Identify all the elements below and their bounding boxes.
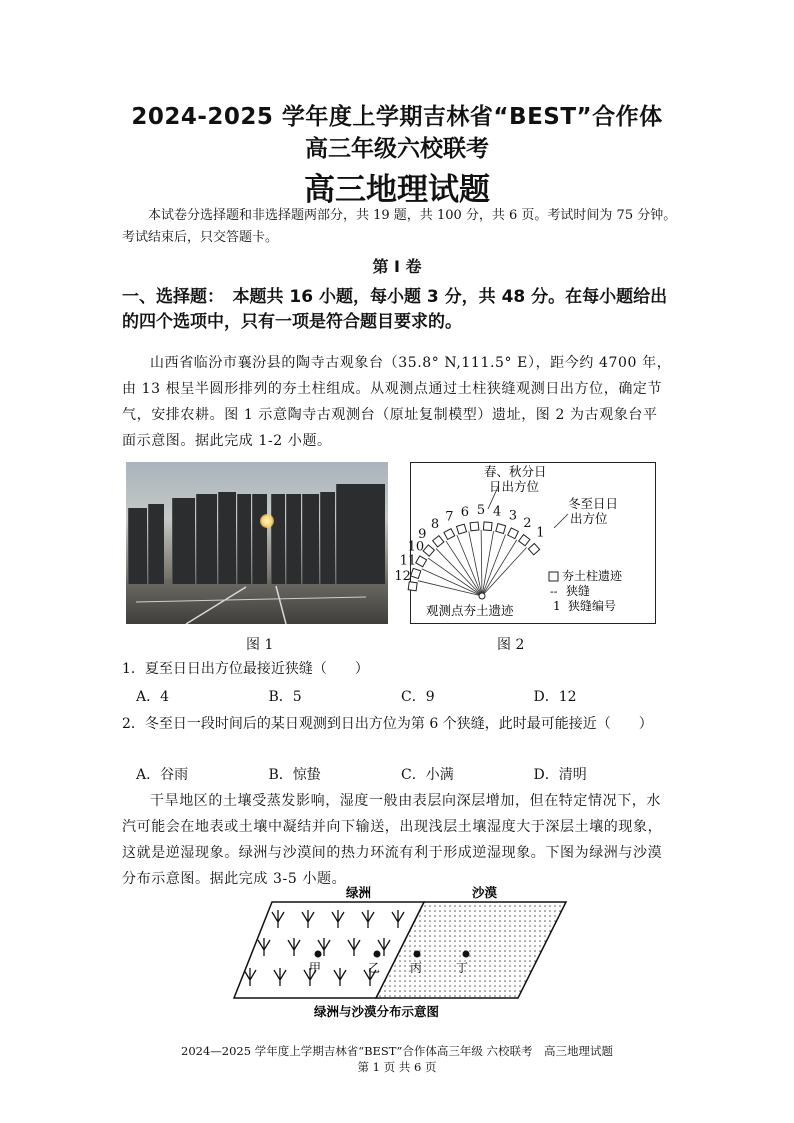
legend-pillar-swatch	[549, 572, 558, 581]
exam-header-line1: 2024-2025 学年度上学期吉林省“BEST”合作体	[131, 104, 663, 130]
exam-instructions: 本试卷分选择题和非选择题两部分，共 19 题，共 100 分，共 6 页。考试时间为 75 分钟。考试结束后，只交答题卡。	[122, 208, 677, 245]
legend-pillar-label: 夯土柱遗迹	[562, 569, 623, 583]
point-bing-marker	[414, 951, 421, 958]
q2-option-d[interactable]: D．清明	[533, 767, 587, 783]
point-ding-marker	[463, 951, 470, 958]
page-title: 高三地理试题	[304, 172, 490, 208]
point-jia-label: 甲	[309, 961, 322, 975]
q2-option-a[interactable]: A．谷雨	[136, 767, 189, 783]
slit-number: 3	[508, 508, 517, 524]
slit-number: 5	[476, 503, 486, 519]
q1-option-b[interactable]: B．5	[268, 689, 302, 705]
slit-number: 11	[399, 553, 417, 569]
question-2-stem: 2．冬至日一段时间后的某日观测到日出方位为第 6 个狭缝，此时最可能接近（ ）	[122, 716, 653, 732]
q2-option-b[interactable]: B．惊蛰	[268, 767, 321, 783]
slit-number: 6	[460, 504, 470, 520]
section-heading: 一、选择题： 本题共 16 小题，每小题 3 分，共 48 分。在每小题给出的四个选项中，只有一项是符合题目要求的。	[122, 287, 668, 332]
question-2-options	[136, 764, 666, 784]
winter-label-2: 出方位	[570, 511, 608, 526]
rammed-earth-pillar	[496, 524, 506, 534]
slit-number: 7	[445, 509, 454, 525]
slit-number: 8	[430, 517, 440, 533]
figure-2-caption: 图 2	[497, 637, 525, 653]
slit-number: 9	[418, 527, 427, 543]
figure-3-diagram	[228, 884, 573, 1024]
point-ding-label: 丁	[456, 961, 469, 975]
legend-slit-label: 狭缝	[566, 584, 591, 598]
point-yi-marker	[374, 951, 381, 958]
legend-number-mark: 1	[553, 599, 561, 613]
observation-point-marker	[479, 593, 485, 599]
q1-option-c[interactable]: C．9	[401, 689, 435, 705]
point-bing-label: 丙	[410, 961, 423, 975]
figure-1-photo	[126, 462, 388, 624]
rammed-earth-pillar	[483, 522, 492, 531]
figure-1-caption: 图 1	[246, 637, 274, 653]
exam-header-line2: 高三年级六校联考	[305, 136, 489, 162]
observation-point-label: 观测点夯土遗迹	[426, 603, 514, 618]
q1-option-d[interactable]: D．12	[533, 689, 577, 705]
slit-number: 10	[407, 539, 425, 555]
slit-number: 12	[394, 569, 411, 585]
q1-option-a[interactable]: A．4	[136, 689, 170, 705]
slit-number: 4	[493, 504, 502, 520]
footer-exam-info: 2024—2025 学年度上学期吉林省“BEST”合作体高三年级 六校联考 高三地理试题	[181, 1044, 613, 1058]
rammed-earth-pillar	[457, 524, 467, 534]
legend-number-label: 狭缝编号	[568, 599, 617, 613]
equinox-label-1: 春、秋分日	[484, 464, 547, 479]
point-jia-marker	[315, 951, 322, 958]
winter-label-1: 冬至日日	[568, 496, 619, 511]
desert-label: 沙漠	[472, 885, 498, 900]
passage-2: 干旱地区的土壤受蒸发影响，湿度一般由表层向深层增加，但在特定情况下，水汽可能会在地表或土壤中凝结并向下输送，出现浅层土壤湿度大于深层土壤的现象，这就是逆湿现象。绿洲与沙漠间的热力环流有利于形成逆湿现象。下图为绿洲与沙漠分布示意图。据此完成 3-5 小题。	[122, 793, 663, 887]
slit-number: 2	[523, 515, 532, 531]
figure-2-diagram	[394, 462, 656, 624]
question-1-stem: 1．夏至日日出方位最接近狭缝（ ）	[122, 661, 369, 677]
q2-option-c[interactable]: C．小满	[401, 767, 454, 783]
figure-3-caption: 绿洲与沙漠分布示意图	[314, 1004, 440, 1019]
equinox-label-2: 日出方位	[489, 479, 540, 494]
legend-slit-mark: --	[550, 585, 558, 598]
question-1-options	[136, 686, 666, 706]
oasis-label: 绿洲	[346, 885, 372, 900]
footer-page-number: 第 1 页 共 6 页	[357, 1060, 437, 1074]
rammed-earth-pillar	[470, 522, 479, 531]
volume-heading: 第 I 卷	[372, 257, 422, 276]
slit-number: 1	[536, 525, 545, 541]
point-yi-label: 乙	[368, 961, 381, 975]
passage-1: 山西省临汾市襄汾县的陶寺古观象台（35.8° N,111.5° E），距今约 4700 年，由 13 根呈半圆形排列的夯土柱组成。从观测点通过土柱狭缝观测日出方位，确定节气，安排农耕。图 1 示意陶寺古观测台（原址复制模型）遗址，图 2 为古观象台平面示意图。据此完成 1-2 小题。	[122, 355, 672, 449]
